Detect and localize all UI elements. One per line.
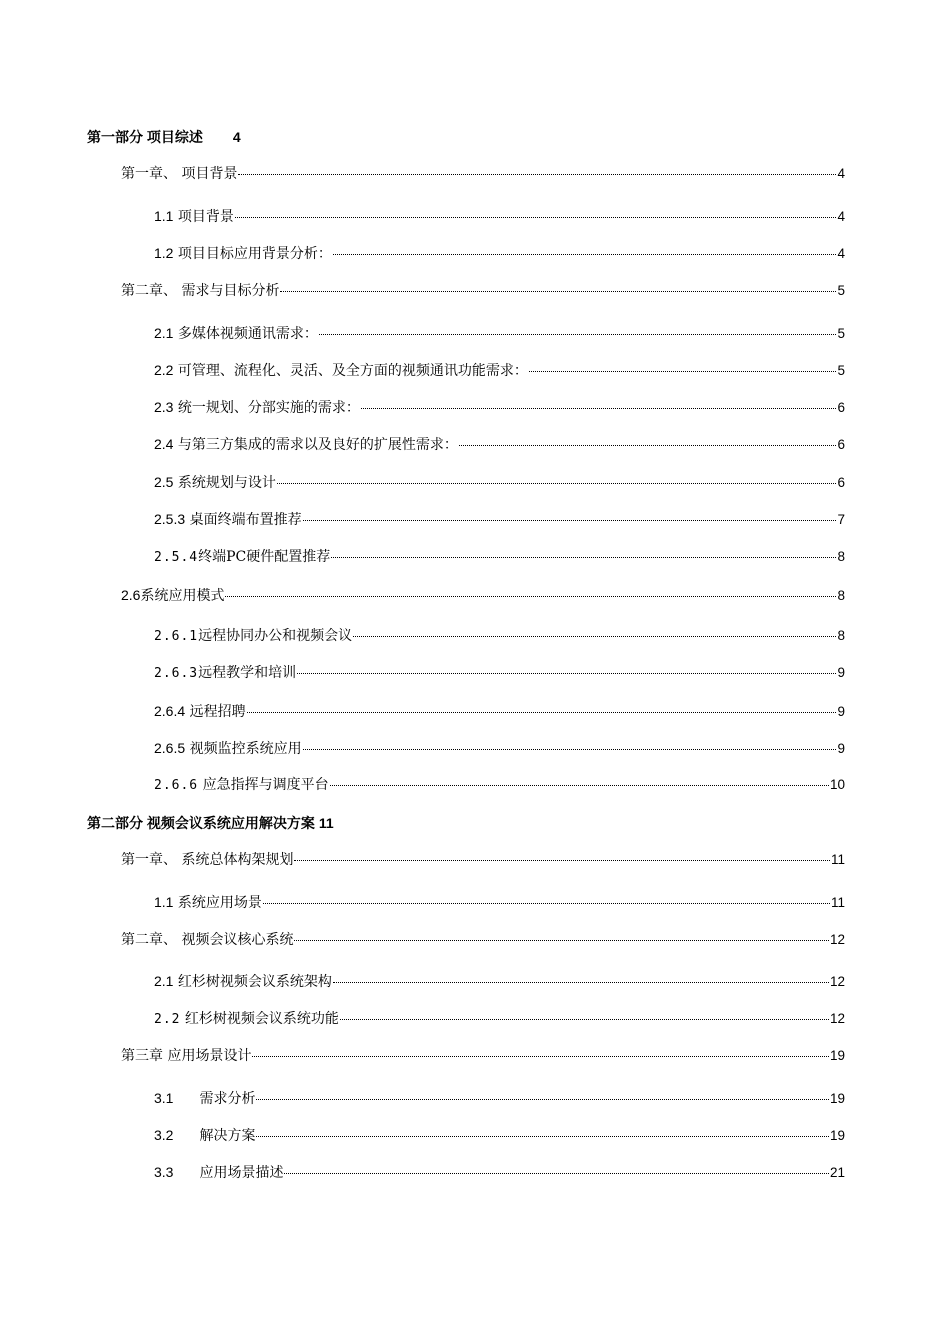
toc-entry[interactable] [154, 663, 845, 684]
toc-entry[interactable] [154, 1162, 845, 1183]
toc-entry[interactable] [154, 775, 845, 796]
toc-entry-page: 9 [837, 741, 845, 756]
toc-entry-title: 与第三方集成的需求以及良好的扩展性需求： [177, 437, 458, 453]
toc-entry-title: 第一章、 系统总体构架规划 [121, 852, 294, 868]
toc-part-2[interactable] [87, 813, 334, 833]
toc-entry-page: 12 [829, 932, 845, 947]
toc-entry-page: 4 [837, 246, 845, 261]
dot-leader [235, 217, 837, 218]
toc-entry-number: 2.3 [154, 399, 174, 415]
toc-entry-title: 终端PC硬件配置推荐 [198, 549, 331, 565]
toc-entry-title: 视频监控系统应用 [189, 741, 302, 757]
toc-entry[interactable] [154, 738, 845, 759]
toc-entry-number: 2.2 [154, 362, 174, 378]
toc-entry[interactable] [154, 1009, 845, 1030]
toc-entry-title: 项目背景 [177, 209, 234, 225]
toc-entry-number: 2.6.1 [154, 629, 199, 644]
toc-part-2-page: 11 [318, 815, 334, 831]
toc-entry-page: 9 [837, 704, 845, 719]
dot-leader [263, 903, 830, 904]
toc-entry-number: 2.5.3 [154, 511, 186, 527]
toc-entry-title: 解决方案 [199, 1128, 256, 1144]
toc-entry[interactable] [154, 1125, 845, 1146]
dot-leader [280, 291, 836, 292]
toc-entry[interactable] [154, 547, 845, 568]
toc-entry-number: 2.5 [154, 474, 174, 490]
toc-entry-page: 6 [837, 437, 845, 452]
dot-leader [361, 408, 837, 409]
toc-entry-title: 统一规划、分部实施的需求： [177, 400, 360, 416]
toc-entry[interactable] [154, 701, 845, 722]
toc-entry-number: 2.2 [154, 1012, 181, 1027]
toc-entry[interactable] [154, 360, 845, 381]
toc-entry-title: 第二章、 需求与目标分析 [121, 283, 280, 299]
toc-entry-title: 应用场景描述 [199, 1165, 284, 1181]
toc-entry-title: 需求分析 [199, 1091, 256, 1107]
toc-entry[interactable] [154, 509, 845, 530]
toc-entry[interactable] [154, 323, 845, 344]
toc-entry-page: 8 [837, 549, 845, 564]
dot-leader [340, 1019, 829, 1020]
toc-entry[interactable] [154, 626, 845, 647]
toc-entry[interactable] [154, 434, 845, 455]
toc-entry-number: 2.5.4 [154, 550, 199, 565]
toc-entry[interactable] [154, 243, 845, 264]
toc-entry-page: 4 [837, 209, 845, 224]
toc-entry-page: 12 [829, 1011, 845, 1026]
toc-part-1[interactable] [87, 127, 241, 147]
toc-entry-page: 21 [829, 1165, 845, 1180]
dot-leader [331, 557, 836, 558]
toc-entry[interactable] [154, 472, 845, 493]
dot-leader [225, 596, 836, 597]
toc-entry-title: 第二章、 视频会议核心系统 [121, 932, 294, 948]
toc-entry[interactable] [121, 930, 845, 950]
toc-entry-page: 11 [830, 852, 845, 867]
dot-leader [330, 785, 829, 786]
dot-leader [319, 334, 837, 335]
toc-entry-page: 19 [829, 1048, 845, 1063]
toc-entry-page: 11 [830, 895, 845, 910]
toc-entry-title: 远程协同办公和视频会议 [198, 628, 353, 644]
toc-entry-number: 1.2 [154, 245, 174, 261]
toc-entry-title: 远程教学和培训 [198, 665, 297, 681]
toc-entry-number: 2.6.5 [154, 740, 186, 756]
dot-leader [277, 483, 837, 484]
toc-entry-title: 可管理、流程化、灵活、及全方面的视频通讯功能需求： [177, 363, 528, 379]
toc-entry[interactable] [154, 397, 845, 418]
toc-entry-title: 红杉树视频会议系统架构 [177, 974, 332, 990]
toc-entry-page: 5 [837, 326, 845, 341]
toc-entry-title: 远程招聘 [189, 704, 246, 720]
toc-entry-number: 2.6.3 [154, 666, 199, 681]
toc-entry-page: 8 [837, 628, 845, 643]
toc-entry-page: 5 [837, 363, 845, 378]
toc-entry-number: 2.6.4 [154, 703, 186, 719]
toc-entry[interactable] [121, 281, 845, 301]
toc-part-1-page: 4 [232, 129, 241, 145]
toc-entry-page: 5 [837, 283, 845, 298]
toc-entry-page: 10 [829, 777, 845, 792]
toc-entry-page: 6 [837, 475, 845, 490]
toc-entry-title: 第一章、 项目背景 [121, 166, 238, 182]
dot-leader [294, 940, 829, 941]
toc-entry-title: 系统应用场景 [177, 895, 262, 911]
toc-entry-page: 4 [837, 166, 845, 181]
dot-leader [294, 860, 830, 861]
toc-entry-number: 2.4 [154, 436, 174, 452]
toc-entry-page: 19 [829, 1091, 845, 1106]
toc-entry[interactable] [121, 850, 845, 870]
toc-entry-page: 7 [837, 512, 845, 527]
toc-entry-number: 2.1 [154, 325, 174, 341]
toc-entry-page: 19 [829, 1128, 845, 1143]
toc-entry-page: 6 [837, 400, 845, 415]
dot-leader [256, 1136, 829, 1137]
dot-leader [303, 749, 837, 750]
toc-entry[interactable] [121, 585, 845, 606]
toc-entry[interactable] [154, 971, 845, 992]
dot-leader [247, 712, 837, 713]
toc-entry[interactable] [154, 1088, 845, 1109]
dot-leader [252, 1056, 829, 1057]
toc-entry[interactable] [121, 164, 845, 184]
toc-entry-number: 3.2 [154, 1127, 174, 1143]
toc-entry-title: 多媒体视频通讯需求： [177, 326, 318, 342]
toc-entry[interactable] [121, 1046, 845, 1066]
toc-entry[interactable] [154, 892, 845, 913]
dot-leader [297, 673, 836, 674]
dot-leader [529, 371, 837, 372]
toc-entry-number: 2.6.6 [154, 778, 199, 793]
toc-entry-number: 2.1 [154, 973, 174, 989]
dot-leader [284, 1173, 829, 1174]
dot-leader [333, 982, 829, 983]
toc-part-2-label: 第二部分 视频会议系统应用解决方案 [87, 815, 315, 831]
toc-entry-title: 第三章 应用场景设计 [121, 1048, 252, 1064]
toc-entry-number: 2.6 [121, 587, 141, 603]
toc-entry-title: 系统规划与设计 [177, 475, 276, 491]
dot-leader [333, 254, 837, 255]
dot-leader [353, 636, 836, 637]
dot-leader [256, 1099, 829, 1100]
toc-entry-number: 3.1 [154, 1090, 174, 1106]
toc-entry-number: 1.1 [154, 208, 174, 224]
toc-entry-number: 3.3 [154, 1164, 174, 1180]
toc-part-1-label: 第一部分 项目综述 [87, 129, 203, 145]
toc-entry-title: 桌面终端布置推荐 [189, 512, 302, 528]
toc-entry-title: 系统应用模式 [140, 588, 225, 604]
dot-leader [238, 174, 836, 175]
toc-entry-number: 1.1 [154, 894, 174, 910]
dot-leader [303, 520, 837, 521]
toc-entry-page: 9 [837, 665, 845, 680]
toc-entry[interactable] [154, 206, 845, 227]
toc-entry-page: 8 [837, 588, 845, 603]
toc-entry-title: 红杉树视频会议系统功能 [180, 1011, 339, 1027]
dot-leader [459, 445, 837, 446]
toc-entry-page: 12 [829, 974, 845, 989]
toc-entry-title: 应急指挥与调度平台 [198, 777, 329, 793]
toc-entry-title: 项目目标应用背景分析： [177, 246, 332, 262]
